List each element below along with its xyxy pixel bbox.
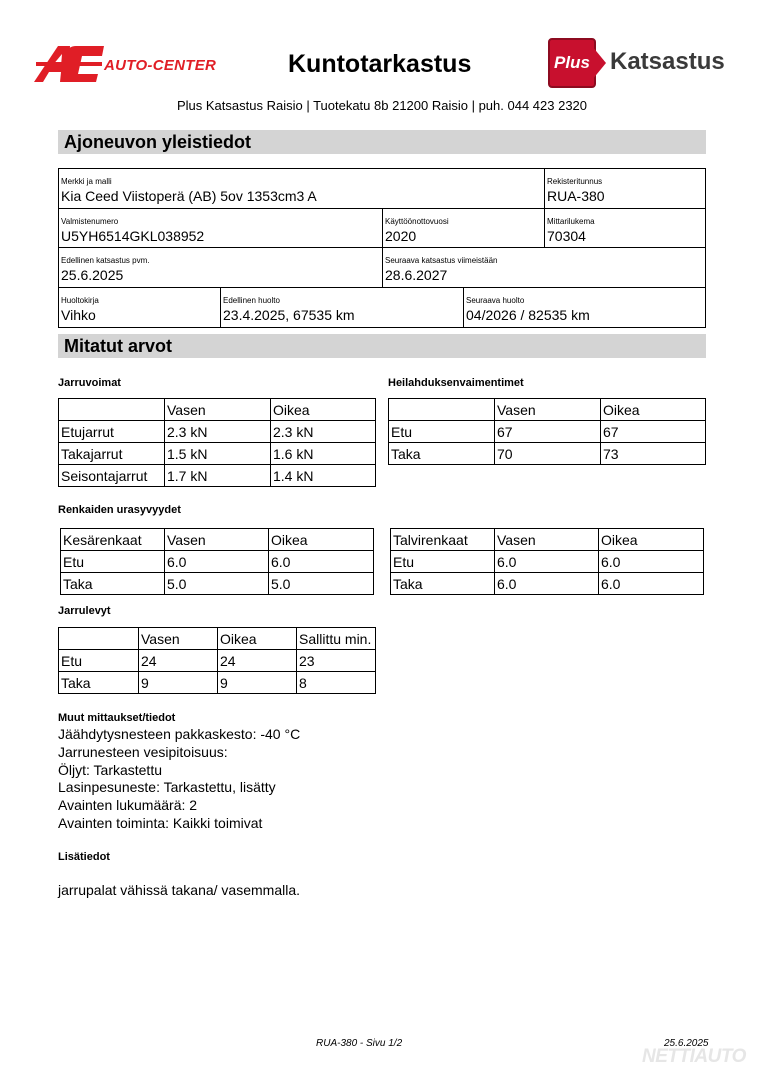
table-cell: Etu	[391, 551, 495, 573]
table-row	[61, 551, 374, 573]
table-cell: 6.0	[495, 551, 599, 573]
shocks-title: Heilahduksenvaimentimet	[388, 377, 524, 389]
table-cell: 1.5 kN	[165, 443, 271, 465]
reg-cell	[545, 169, 705, 208]
table-cell: Oikea	[271, 399, 376, 421]
brake-discs-table	[58, 627, 376, 694]
table-cell: Taka	[389, 443, 495, 465]
table-header-row	[61, 529, 374, 551]
table-cell: 9	[139, 672, 218, 694]
other-measurement-line: Öljyt: Tarkastettu	[58, 761, 163, 778]
table-row	[391, 573, 704, 595]
table-cell: Oikea	[601, 399, 706, 421]
table-cell: Seisontajarrut	[59, 465, 165, 487]
table-cell: Vasen	[495, 399, 601, 421]
other-measurements-list	[58, 726, 300, 833]
table-header-row	[59, 399, 376, 421]
table-cell: 8	[297, 672, 376, 694]
table-cell: 1.4 kN	[271, 465, 376, 487]
plus-badge: Plus	[548, 38, 596, 88]
auto-center-logo	[34, 42, 224, 88]
table-cell: 67	[495, 421, 601, 443]
table-cell: 6.0	[269, 551, 374, 573]
info-row-inspection	[59, 248, 705, 288]
prev-service-cell	[221, 288, 464, 328]
table-cell: 24	[139, 650, 218, 672]
table-cell: 6.0	[165, 551, 269, 573]
prev-inspection-label: Edellinen katsastus pvm.	[61, 256, 150, 265]
table-cell: 1.6 kN	[271, 443, 376, 465]
table-cell: 23	[297, 650, 376, 672]
make-cell	[59, 169, 545, 208]
section-general-title: Ajoneuvon yleistiedot	[58, 130, 706, 154]
other-measurement-line: Avainten lukumäärä: 2	[58, 797, 198, 814]
vin-label: Valmistenumero	[61, 216, 119, 226]
table-cell: Oikea	[269, 529, 374, 551]
table-cell: Etu	[61, 551, 165, 573]
vin-value: U5YH6514GKL038952	[61, 227, 205, 244]
company-contact-line: Plus Katsastus Raisio | Tuotekatu 8b 21200 Raisio | puh. 044 423 2320	[176, 98, 588, 113]
other-measurement-line: Jäähdytysnesteen pakkaskesto: -40 °C	[58, 726, 301, 742]
footer-date: 25.6.2025	[664, 1038, 709, 1049]
prev-service-value: 23.4.2025, 67535 km	[223, 306, 355, 323]
next-service-value: 04/2026 / 82535 km	[466, 306, 590, 323]
section-measured-title: Mitatut arvot	[58, 334, 706, 358]
info-row-service	[59, 288, 705, 328]
brakes-table	[58, 398, 376, 487]
table-cell: 1.7 kN	[165, 465, 271, 487]
table-cell: Takajarrut	[59, 443, 165, 465]
table-cell: 2.3 kN	[165, 421, 271, 443]
table-row	[389, 443, 706, 465]
next-inspection-label: Seuraava katsastus viimeistään	[385, 256, 498, 265]
service-book-cell	[59, 288, 221, 328]
table-cell	[389, 399, 495, 421]
table-cell: Etujarrut	[59, 421, 165, 443]
table-cell: 73	[601, 443, 706, 465]
tires-title: Renkaiden urasyvyydet	[58, 504, 181, 516]
table-cell: Vasen	[165, 399, 271, 421]
odometer-cell	[545, 209, 705, 248]
odometer-value: 70304	[547, 227, 586, 244]
table-row	[389, 421, 706, 443]
table-row	[59, 465, 376, 487]
table-cell: 6.0	[599, 573, 704, 595]
brakes-title: Jarruvoimat	[58, 377, 121, 389]
table-cell: 5.0	[269, 573, 374, 595]
other-measurement-line: Avainten toiminta: Kaikki toimivat	[58, 814, 263, 831]
table-row	[59, 421, 376, 443]
table-row	[59, 672, 376, 694]
table-cell: Etu	[389, 421, 495, 443]
shocks-table	[388, 398, 706, 465]
plus-arrow-icon	[592, 46, 606, 80]
next-inspection-value: 28.6.2027	[385, 267, 448, 283]
year-value: 2020	[385, 227, 417, 244]
extra-info-text: jarrupalat vähissä takana/ vasemmalla.	[58, 882, 301, 898]
prev-service-label: Edellinen huolto	[223, 295, 280, 305]
document-title: Kuntotarkastus	[288, 50, 472, 78]
auto-center-logo-text: AUTO-CENTER	[104, 57, 217, 74]
prev-inspection-value: 25.6.2025	[61, 267, 124, 283]
table-cell: 6.0	[599, 551, 704, 573]
odometer-label: Mittarilukema	[547, 216, 595, 226]
table-row	[59, 443, 376, 465]
table-header-row	[391, 529, 704, 551]
reg-value: RUA-380	[547, 188, 605, 204]
table-cell	[59, 628, 139, 650]
reg-label: Rekisteritunnus	[547, 177, 603, 186]
extra-info-title: Lisätiedot	[58, 851, 110, 863]
winter-tires-table	[390, 528, 704, 595]
discs-title: Jarrulevyt	[58, 605, 111, 617]
katsastus-logo-text: Katsastus	[610, 48, 725, 75]
prev-inspection-cell	[59, 248, 383, 287]
table-header-row	[389, 399, 706, 421]
table-cell: 5.0	[165, 573, 269, 595]
table-cell: Taka	[391, 573, 495, 595]
table-row	[391, 551, 704, 573]
table-cell: 6.0	[495, 573, 599, 595]
make-value: Kia Ceed Viistoperä (AB) 5ov 1353cm3 A	[61, 188, 317, 204]
nettiauto-watermark: NETTIAUTO	[642, 1046, 746, 1067]
next-service-label: Seuraava huolto	[466, 295, 525, 305]
table-cell: Sallittu min.	[297, 628, 376, 650]
year-cell	[383, 209, 545, 248]
info-row-vin	[59, 209, 705, 249]
footer-page-info: RUA-380 - Sivu 1/2	[316, 1038, 403, 1049]
table-cell: Etu	[59, 650, 139, 672]
table-cell: Oikea	[218, 628, 297, 650]
service-book-label: Huoltokirja	[61, 295, 99, 305]
table-cell: Talvirenkaat	[391, 529, 495, 551]
info-row-make	[59, 169, 705, 209]
next-service-cell	[464, 288, 705, 328]
table-cell: 2.3 kN	[271, 421, 376, 443]
table-cell	[59, 399, 165, 421]
other-measurement-line: Lasinpesuneste: Tarkastettu, lisätty	[58, 779, 276, 796]
other-measurement-line: Jarrunesteen vesipitoisuus:	[58, 743, 228, 760]
service-book-value: Vihko	[61, 306, 96, 323]
table-cell: 70	[495, 443, 601, 465]
table-cell: Oikea	[599, 529, 704, 551]
table-cell: Vasen	[165, 529, 269, 551]
table-cell: Kesärenkaat	[61, 529, 165, 551]
table-row	[59, 650, 376, 672]
table-cell: 9	[218, 672, 297, 694]
other-measurements-title: Muut mittaukset/tiedot	[58, 712, 176, 724]
table-cell: Taka	[59, 672, 139, 694]
year-label: Käyttöönottovuosi	[385, 216, 449, 226]
summer-tires-table	[60, 528, 374, 595]
next-inspection-cell	[383, 248, 705, 287]
vin-cell	[59, 209, 383, 248]
table-cell: 67	[601, 421, 706, 443]
table-cell: 24	[218, 650, 297, 672]
table-cell: Vasen	[495, 529, 599, 551]
table-header-row	[59, 628, 376, 650]
table-cell: Vasen	[139, 628, 218, 650]
make-label: Merkki ja malli	[61, 177, 112, 186]
page-header	[0, 0, 764, 95]
vehicle-info-grid	[58, 168, 706, 328]
table-cell: Taka	[61, 573, 165, 595]
table-row	[61, 573, 374, 595]
plus-katsastus-logo	[548, 38, 728, 90]
